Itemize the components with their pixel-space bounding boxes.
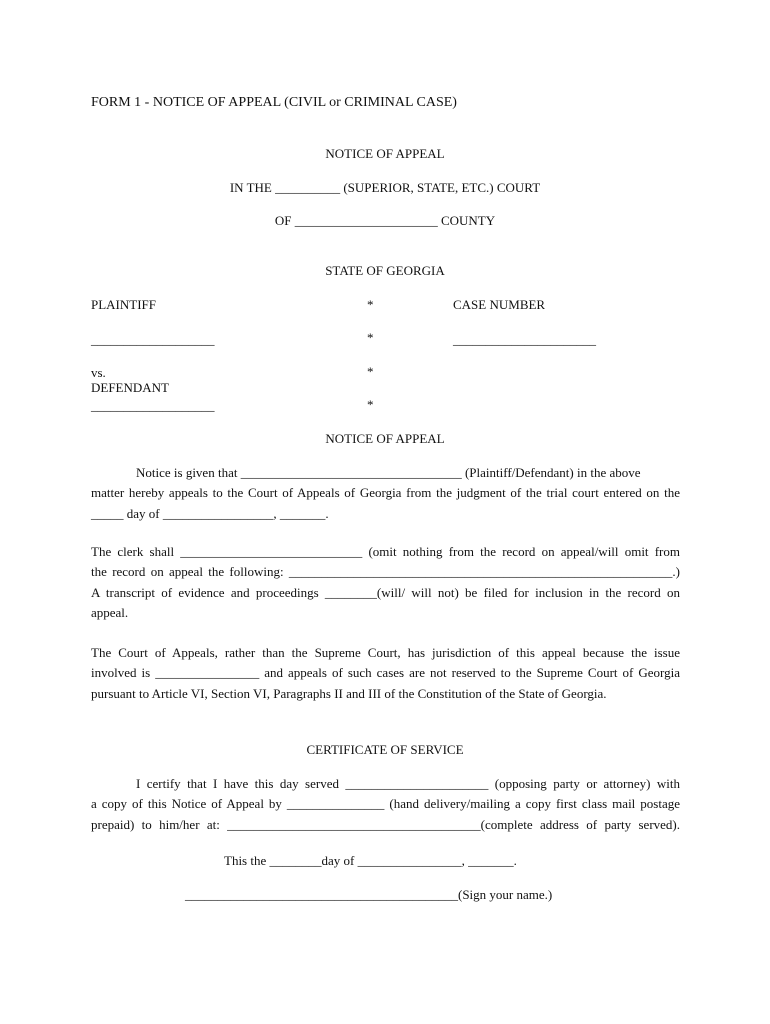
signature-line[interactable]: __________________________________________(Sign your name.) [185,887,553,902]
paragraph-line: appeal. [91,604,129,620]
paragraph-line: The Court of Appeals, rather than the Supreme Court, has jurisdiction of this appeal because the issue [91,645,680,660]
jurisdiction-paragraph [91,643,680,704]
case-number-label: CASE NUMBER [453,297,546,312]
paragraph-line: prepaid) to him/her at: _______________________________________(complete address of party served). [91,816,680,832]
caption-asterisk: * [367,330,374,345]
state-line: STATE OF GEORGIA [325,263,445,278]
paragraph-line: pursuant to Article VI, Section VI, Paragraphs II and III of the Constitution of the State of Georgia. [91,685,607,701]
clerk-paragraph [91,542,680,623]
county-line: OF ______________________ COUNTY [274,213,496,228]
paragraph-line: A transcript of evidence and proceedings ________(will/ will not) be filed for inclusion in the record on [91,584,680,600]
plaintiff-label: PLAINTIFF [91,297,157,312]
certificate-heading: CERTIFICATE OF SERVICE [306,742,464,757]
vs-label: vs. [91,365,106,380]
case-number-blank[interactable]: ______________________ [453,332,596,347]
paragraph-line: the record on appeal the following: ___________________________________________________________.) [91,564,680,580]
paragraph-line: The clerk shall ____________________________ (omit nothing from the record on appeal/will omit from [91,544,680,559]
caption-asterisk: * [367,297,374,312]
notice-heading: NOTICE OF APPEAL [325,431,445,446]
caption-asterisk: * [367,397,374,412]
form-title: FORM 1 - NOTICE OF APPEAL (CIVIL or CRIMINAL CASE) [91,95,457,110]
caption-asterisk: * [367,364,374,379]
defendant-name-blank[interactable]: ___________________ [91,398,215,413]
certificate-paragraph [91,774,680,835]
plaintiff-name-blank[interactable]: ___________________ [91,332,215,347]
court-line: IN THE __________ (SUPERIOR, STATE, ETC.) COURT [229,180,541,195]
paragraph-line: _____ day of _________________, _______. [91,505,329,521]
notice-paragraph [91,463,680,524]
paragraph-line: Notice is given that __________________________________ (Plaintiff/Defendant) in the above [136,465,641,480]
paragraph-line: involved is ________________ and appeals of such cases are not reserved to the Supreme Court of Georgia [91,665,680,681]
paragraph-line: matter hereby appeals to the Court of Appeals of Georgia from the judgment of the trial court entered on the [91,485,680,501]
notice-heading-top: NOTICE OF APPEAL [325,146,445,161]
date-line[interactable]: This the ________day of ________________, _______. [224,853,517,868]
defendant-label: DEFENDANT [91,380,169,395]
paragraph-line: I certify that I have this day served ______________________ (opposing party or attorney) with [136,776,680,791]
paragraph-line: a copy of this Notice of Appeal by _______________ (hand delivery/mailing a copy first class mail postage [91,796,680,812]
